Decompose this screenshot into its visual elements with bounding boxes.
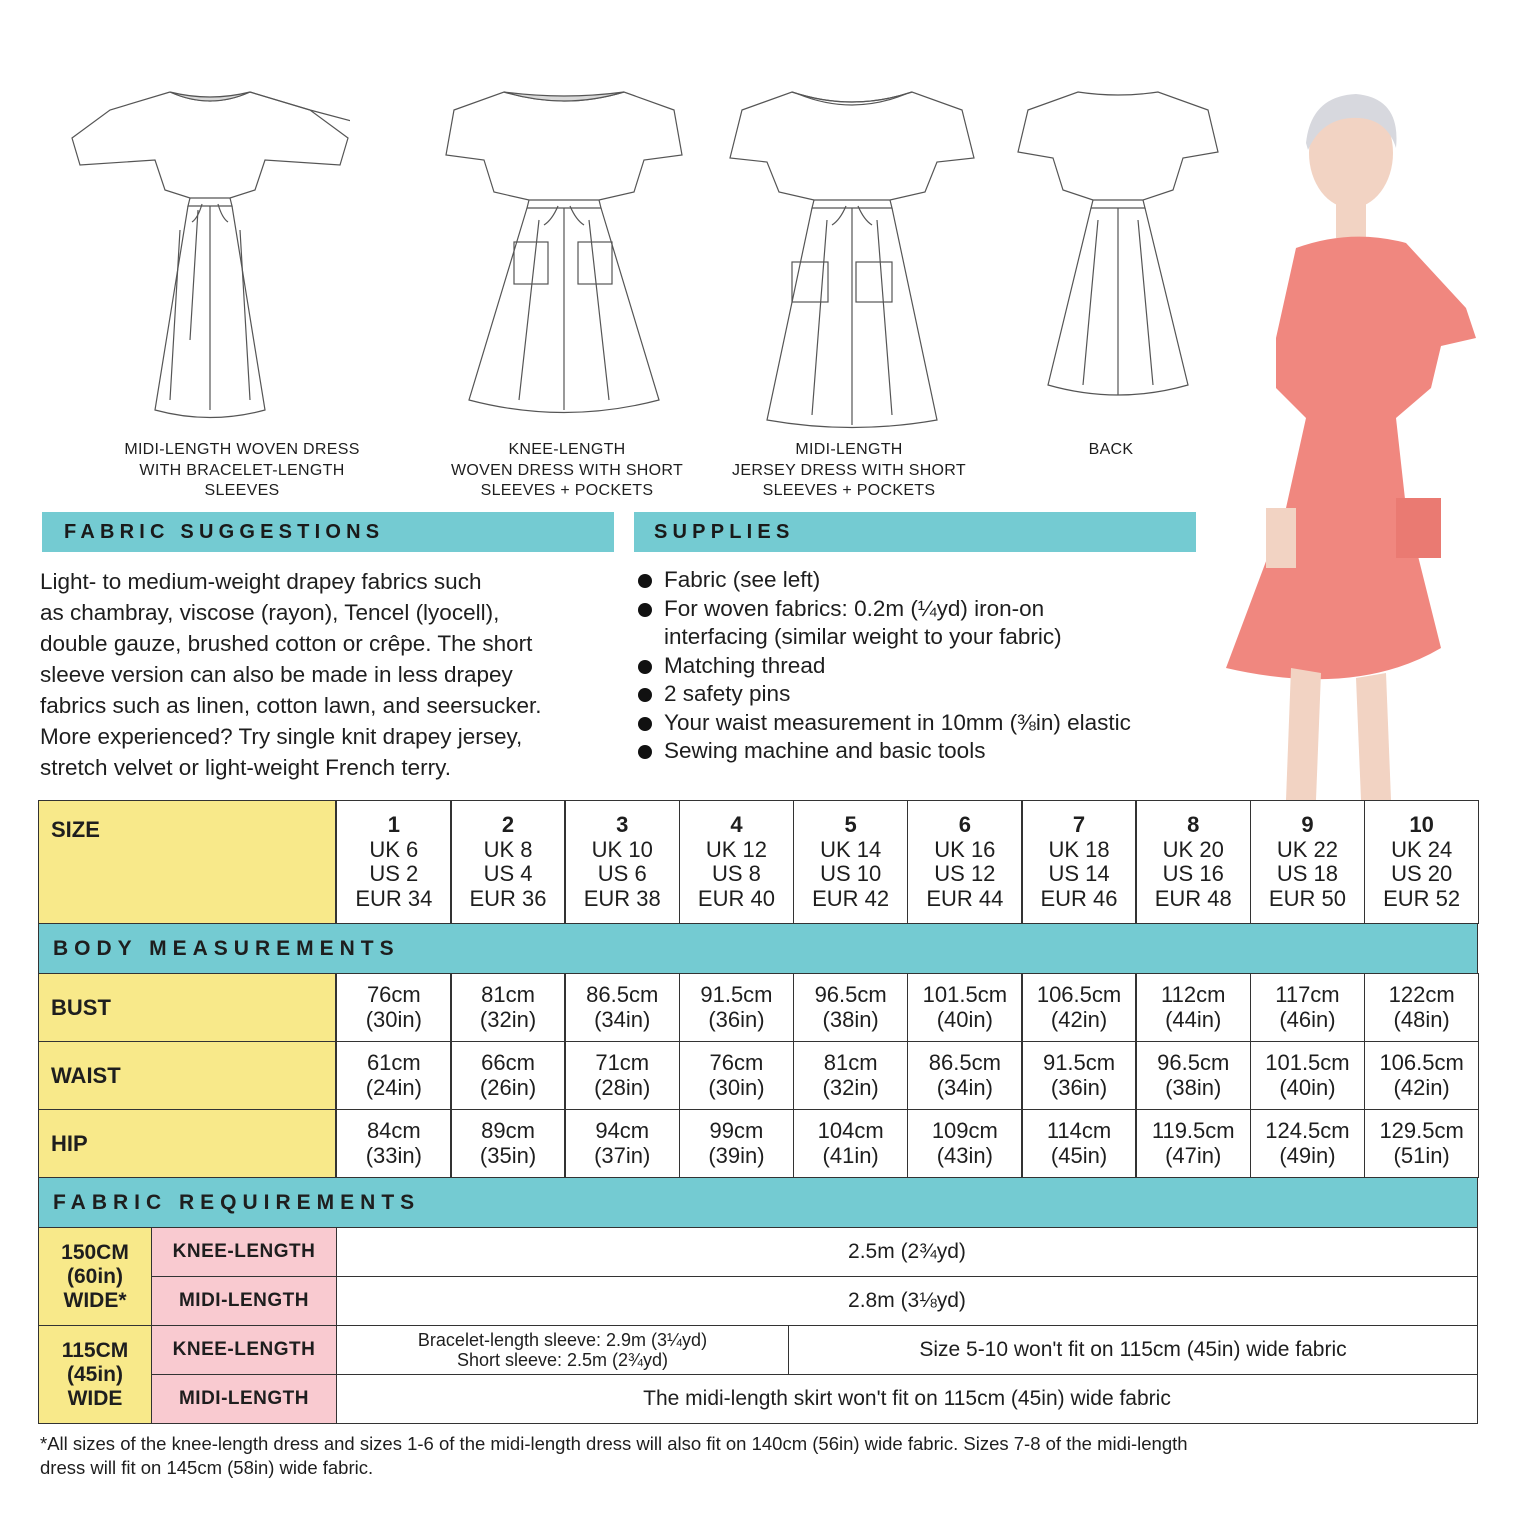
caption-line: SLEEVES [204,482,280,499]
cm-value: 96.5cm [814,982,887,1007]
waist-cell [1135,1041,1251,1110]
text-line: Light- to medium-weight drapey fabrics such [40,569,482,594]
waist-cell [1021,1041,1137,1110]
in-value: (35in) [479,1142,537,1168]
waist-cell [907,1041,1023,1110]
size-uk: UK 18 [1048,836,1110,862]
supply-text: Fabric (see left) [664,567,821,592]
text-line: stretch velvet or light-weight French terry. [40,755,451,780]
caption-line: SLEEVES + POCKETS [762,482,936,499]
cm-value: 89cm [481,1118,535,1143]
cm-value: 91.5cm [700,982,773,1007]
supplies-heading [634,512,1196,552]
bust-cell [1364,973,1480,1042]
supply-item [636,652,1196,681]
size-n: 1 [387,812,400,837]
cm-value: 81cm [481,982,535,1007]
width-115-label [38,1325,152,1424]
size-column-10 [1364,800,1480,924]
illustration-jersey-midi-short-pockets [712,80,992,435]
bust-cell [907,973,1023,1042]
req-text: The midi-length skirt won't fit on 115cm (45in) wide fabric [643,1387,1171,1410]
in-value: (41in) [822,1142,879,1168]
size-n: 3 [616,812,629,837]
in-value: (37in) [594,1142,651,1168]
size-uk: UK 16 [934,836,996,862]
waist-cell [564,1041,680,1110]
size-uk: UK 6 [369,836,419,862]
cm-value: 66cm [481,1050,535,1075]
waist-label-cell [38,1041,336,1110]
size-uk: UK 20 [1162,836,1224,862]
size-us: US 4 [483,861,533,886]
bullet-icon [638,717,652,731]
cm-value: 129.5cm [1379,1118,1464,1143]
bust-cell [564,973,680,1042]
waist-cell [450,1041,566,1110]
width-line: (45in) [66,1362,123,1386]
bullet-icon [638,688,652,702]
bust-cell [679,973,795,1042]
bullet-icon [638,603,652,617]
cm-value: 86.5cm [586,982,659,1007]
cm-value: 101.5cm [1265,1050,1350,1075]
size-us: US 16 [1162,861,1224,886]
width-line: WIDE [67,1386,123,1410]
fabric-suggestions-heading [42,512,614,552]
knee-length-label [151,1227,337,1277]
hip-cell [1250,1109,1366,1178]
size-label: SIZE [51,817,100,842]
size-column-9 [1250,800,1366,924]
size-n: 9 [1301,812,1314,837]
hip-cell [1135,1109,1251,1178]
in-value: (49in) [1279,1142,1336,1168]
heading-text: FABRIC REQUIREMENTS [53,1190,421,1214]
heading-text: BODY MEASUREMENTS [53,936,400,960]
illustration-woven-midi-bracelet [70,80,350,435]
size-us: US 8 [711,861,761,886]
size-n: 2 [501,812,515,837]
req-text: 2.8m (3⅛yd) [848,1289,966,1312]
fabric-suggestions-text [40,566,620,783]
cm-value: 119.5cm [1151,1118,1235,1143]
size-eur: EUR 36 [469,885,547,911]
midi-length-label [151,1374,337,1424]
size-eur: EUR 48 [1154,885,1232,911]
size-column-5 [793,800,909,924]
heading-text: SUPPLIES [654,521,795,543]
cm-value: 114cm [1046,1118,1112,1143]
waist-cell [793,1041,909,1110]
caption-line: SLEEVES + POCKETS [480,482,654,499]
size-n: 4 [730,812,743,837]
row-label: HIP [51,1130,88,1156]
in-value: (40in) [1279,1074,1336,1100]
size-uk: UK 8 [483,836,533,862]
caption-line: JERSEY DRESS WITH SHORT [732,461,966,479]
bust-cell [1250,973,1366,1042]
in-value: (30in) [708,1074,765,1100]
in-value: (43in) [936,1142,993,1168]
size-us: US 2 [369,861,419,886]
size-eur: EUR 40 [697,885,775,911]
cm-value: 122cm [1388,982,1455,1007]
waist-cell [1250,1041,1366,1110]
cm-value: 61cm [366,1050,421,1075]
cm-value: 86.5cm [928,1050,1001,1075]
in-value: (42in) [1393,1074,1450,1100]
waist-cell [679,1041,795,1110]
width-line: 150CM [61,1240,129,1264]
size-eur: EUR 34 [355,885,433,911]
in-value: (36in) [708,1006,765,1032]
text-line: as chambray, viscose (rayon), Tencel (lyocell), [40,600,500,625]
bullet-icon [638,745,652,759]
text-line: sleeve version can also be made in less drapey [40,662,513,687]
caption-woven-knee [432,440,702,502]
cm-value: 76cm [709,1050,764,1075]
in-value: (24in) [365,1074,422,1100]
cm-value: 91.5cm [1042,1050,1116,1075]
footnote [40,1432,1500,1480]
text-line: double gauze, brushed cotton or crêpe. The short [40,631,533,656]
in-value: (26in) [479,1074,537,1100]
cm-value: 84cm [366,1118,421,1143]
in-value: (47in) [1165,1142,1222,1168]
size-column-6 [907,800,1023,924]
req-115-knee-sizes-1-4 [336,1325,789,1375]
cm-value: 101.5cm [922,982,1008,1007]
hip-cell [679,1109,795,1178]
text-line: More experienced? Try single knit drapey jersey, [40,724,523,749]
size-us: US 20 [1391,861,1453,886]
size-column-3 [564,800,680,924]
midi-length-label [151,1276,337,1326]
hip-cell [907,1109,1023,1178]
supply-item [636,680,1196,709]
size-eur: EUR 44 [926,885,1004,911]
req-150-midi [336,1276,1478,1326]
in-value: (36in) [1050,1074,1108,1100]
in-value: (38in) [822,1006,879,1032]
size-n: 6 [958,812,971,837]
width-line: WIDE* [63,1288,127,1312]
caption-line: WOVEN DRESS WITH SHORT [450,461,684,479]
size-us: US 14 [1048,861,1110,886]
hip-cell [336,1109,452,1178]
bust-cell [1135,973,1251,1042]
cm-value: 109cm [931,1118,998,1143]
size-uk: UK 22 [1276,836,1339,862]
width-line: (60in) [66,1264,123,1288]
size-uk: UK 10 [591,836,653,862]
supply-text: Matching thread [664,652,826,678]
cm-value: 124.5cm [1265,1118,1350,1143]
size-column-8 [1135,800,1251,924]
caption-line: MIDI-LENGTH WOVEN DRESS [124,441,360,458]
in-value: (28in) [594,1074,651,1100]
req-text: 2.5m (2¾yd) [848,1240,966,1263]
supply-text: Your waist measurement in 10mm (⅜in) elastic [664,709,1131,735]
size-n: 8 [1187,812,1200,837]
req-text: Bracelet-length sleeve: 2.9m (3¼yd) [417,1330,708,1350]
size-n: 5 [844,812,857,837]
in-value: (38in) [1165,1074,1222,1100]
body-measurements-heading [38,923,1478,974]
in-value: (44in) [1165,1006,1222,1032]
cm-value: 112cm [1161,982,1226,1007]
in-value: (42in) [1050,1006,1108,1032]
fabric-requirements-heading [38,1177,1478,1228]
row-label: BUST [51,994,111,1020]
caption-line: WITH BRACELET-LENGTH [139,461,345,479]
size-us: US 18 [1276,861,1339,886]
size-n: 10 [1409,812,1434,837]
cm-value: 76cm [366,982,421,1007]
size-us: US 12 [934,861,996,886]
cm-value: 94cm [595,1118,650,1143]
in-value: (40in) [936,1006,993,1032]
size-us: US 6 [597,861,647,886]
caption-woven-midi [107,440,377,502]
hip-cell [450,1109,566,1178]
req-text: Short sleeve: 2.5m (2¾yd) [456,1350,669,1370]
cm-value: 106.5cm [1379,1050,1464,1075]
supplies-list [636,566,1196,766]
width-line: 115CM [61,1338,129,1362]
size-n: 7 [1072,812,1086,837]
supply-text: For woven fabrics: 0.2m (¼yd) iron-on [664,595,1045,621]
length-label: KNEE-LENGTH [172,1241,316,1262]
size-label-cell [38,800,336,924]
in-value: (51in) [1393,1142,1450,1168]
caption-jersey-midi [714,440,984,502]
cm-value: 106.5cm [1036,982,1122,1007]
in-value: (39in) [708,1142,765,1168]
knee-length-label [151,1325,337,1375]
size-uk: UK 24 [1391,836,1453,862]
hip-cell [793,1109,909,1178]
size-column-4 [679,800,795,924]
waist-cell [1364,1041,1480,1110]
size-column-1 [336,800,452,924]
bust-cell [336,973,452,1042]
size-us: US 10 [820,861,882,886]
req-115-midi [336,1374,1478,1424]
req-text: Size 5-10 won't fit on 115cm (45in) wide fabric [919,1338,1347,1361]
in-value: (45in) [1050,1142,1108,1168]
waist-cell [336,1041,452,1110]
size-column-2 [450,800,566,924]
in-value: (34in) [594,1006,651,1032]
in-value: (34in) [936,1074,993,1100]
text-line: fabrics such as linen, cotton lawn, and seersucker. [40,693,542,718]
size-uk: UK 14 [820,836,882,862]
cm-value: 104cm [817,1118,884,1143]
in-value: (30in) [365,1006,422,1032]
req-115-knee-sizes-5-10 [788,1325,1478,1375]
hip-cell [1364,1109,1480,1178]
supply-text: Sewing machine and basic tools [664,738,986,763]
size-chart-table [38,800,1478,1424]
hip-label-cell [38,1109,336,1178]
footnote-line: dress will fit on 145cm (58in) wide fabric. [40,1457,374,1478]
supply-item [636,566,1196,595]
in-value: (33in) [365,1142,422,1168]
model-photo [1196,88,1496,800]
in-value: (46in) [1279,1006,1336,1032]
bullet-icon [638,660,652,674]
size-eur: EUR 38 [583,885,661,911]
length-label: MIDI-LENGTH [178,1290,310,1311]
size-eur: EUR 52 [1383,885,1461,911]
supply-text: 2 safety pins [664,681,791,706]
cm-value: 96.5cm [1157,1050,1230,1075]
length-label: MIDI-LENGTH [178,1388,310,1409]
hip-cell [1021,1109,1137,1178]
caption-line: BACK [1088,441,1134,458]
bullet-icon [638,574,652,588]
supply-item [636,737,1196,766]
caption-line: MIDI-LENGTH [795,441,903,458]
cm-value: 81cm [823,1050,878,1075]
bust-label-cell [38,973,336,1042]
size-eur: EUR 50 [1268,885,1346,911]
supply-item [636,595,1196,652]
size-eur: EUR 42 [812,885,890,911]
in-value: (32in) [822,1074,879,1100]
size-eur: EUR 46 [1040,885,1118,911]
illustration-woven-knee-short-pockets [424,80,704,435]
in-value: (32in) [479,1006,537,1032]
size-column-7 [1021,800,1137,924]
length-label: KNEE-LENGTH [172,1339,316,1360]
caption-line: KNEE-LENGTH [508,441,626,458]
bust-cell [793,973,909,1042]
req-150-knee [336,1227,1478,1277]
width-150-label [38,1227,152,1326]
cm-value: 71cm [595,1050,650,1075]
bust-cell [1021,973,1137,1042]
heading-text: FABRIC SUGGESTIONS [64,521,385,543]
size-uk: UK 12 [705,836,768,862]
in-value: (48in) [1393,1006,1450,1032]
cm-value: 117cm [1275,982,1340,1007]
supply-item [636,709,1196,738]
cm-value: 99cm [709,1118,764,1143]
supply-text: interfacing (similar weight to your fabric) [664,624,1062,649]
bust-cell [450,973,566,1042]
hip-cell [564,1109,680,1178]
row-label: WAIST [51,1062,121,1088]
footnote-line: *All sizes of the knee-length dress and sizes 1-6 of the midi-length dress will also fit on 140cm (56in) wide fabric. Sizes 7-8 of the midi-length [40,1433,1188,1454]
